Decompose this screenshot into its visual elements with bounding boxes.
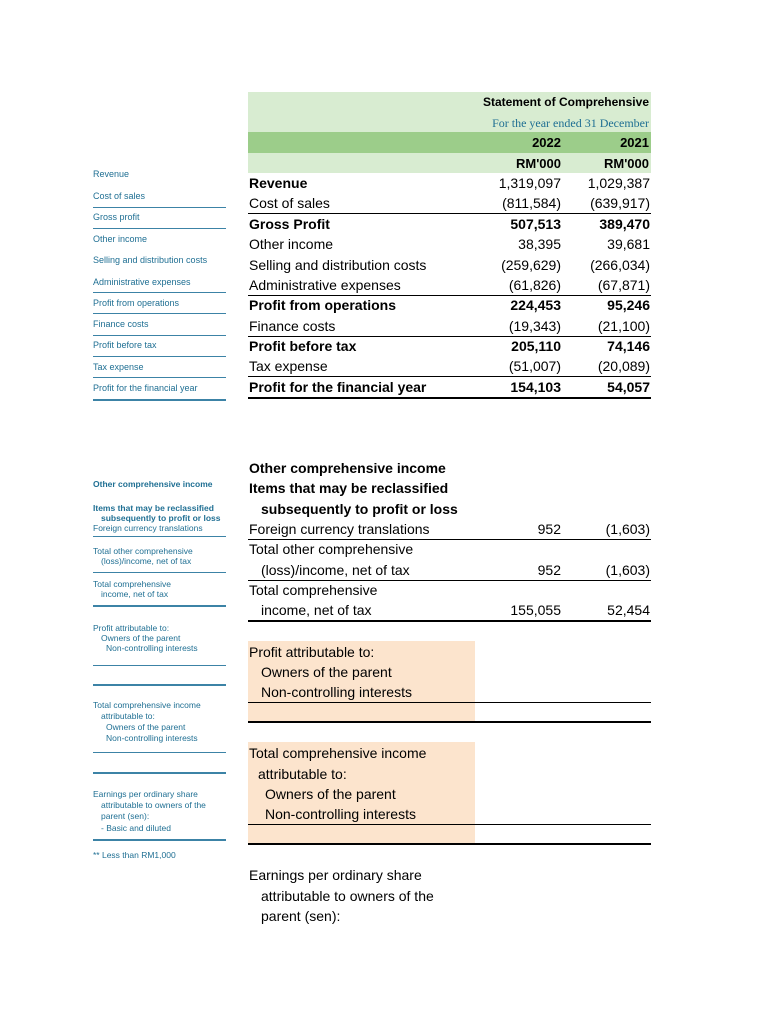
- sidebar-eps-2: attributable to owners of the: [101, 800, 206, 810]
- sidebar-divider: [93, 228, 226, 229]
- table-row: [248, 295, 651, 315]
- table-row: [248, 784, 651, 804]
- value-2021: 54,057: [607, 379, 650, 395]
- sidebar-tci-2: income, net of tax: [101, 589, 169, 599]
- oci-reclass-label-1: Items that may be reclassified: [249, 480, 449, 496]
- sidebar-divider: [93, 684, 226, 686]
- row-divider-double: [248, 843, 651, 845]
- value-2022: (811,584): [502, 195, 561, 211]
- value-2021: (1,603): [605, 521, 650, 537]
- sidebar-reclass-2: subsequently to profit or loss: [101, 513, 221, 523]
- sidebar-tcia-2: attributable to:: [101, 711, 155, 721]
- sidebar-divider: [93, 605, 226, 607]
- row-label: Other income: [249, 236, 334, 252]
- sidebar-oci-heading: Other comprehensive income: [93, 479, 213, 489]
- sidebar-divider: [93, 335, 226, 336]
- value-2022: 507,513: [510, 216, 561, 232]
- row-label: income, net of tax: [261, 602, 372, 618]
- sidebar-divider: [93, 292, 226, 293]
- table-row: [248, 580, 651, 600]
- sidebar-tci-1: Total comprehensive: [93, 579, 171, 589]
- sidebar-pa-2: Owners of the parent: [101, 633, 181, 643]
- value-2021: (67,871): [597, 277, 650, 293]
- oci-reclass-line-1: [248, 478, 651, 498]
- row-label: Total comprehensive income: [249, 745, 427, 761]
- sidebar-item-selling-distribution: Selling and distribution costs: [93, 255, 208, 265]
- value-2022: (61,826): [508, 277, 561, 293]
- row-label: Earnings per ordinary share: [249, 867, 422, 883]
- table-row: [248, 743, 651, 763]
- sidebar-item-revenue: Revenue: [93, 169, 130, 179]
- sidebar-divider: [93, 772, 226, 774]
- sidebar-footnote: ** Less than RM1,000: [93, 850, 176, 860]
- table-row: [248, 906, 651, 926]
- row-label: Profit before tax: [249, 338, 357, 354]
- sidebar-item-cost-of-sales: Cost of sales: [93, 191, 146, 201]
- sidebar-divider: [93, 839, 226, 841]
- row-label: Non-controlling interests: [265, 806, 416, 822]
- sidebar-tcia-1: Total comprehensive income: [93, 700, 201, 710]
- sidebar-fx: Foreign currency translations: [93, 523, 203, 533]
- statement-subtitle: For the year ended 31 December: [492, 116, 649, 130]
- table-row: [248, 519, 651, 539]
- sidebar-pa-1: Profit attributable to:: [93, 623, 170, 633]
- statement-title: Statement of Comprehensive: [482, 95, 649, 109]
- sidebar-item-other-income: Other income: [93, 234, 148, 244]
- table-row: [248, 804, 651, 824]
- statement-subtitle-band: [248, 114, 651, 132]
- year-header-band: [248, 132, 651, 153]
- value-2021: 39,681: [607, 236, 650, 252]
- value-2021: 1,029,387: [587, 175, 650, 191]
- sidebar-toci-1: Total other comprehensive: [93, 546, 193, 556]
- row-label: Owners of the parent: [265, 786, 396, 802]
- oci-reclass-line-2: [248, 499, 651, 519]
- sidebar-toci-2: (loss)/income, net of tax: [101, 556, 192, 566]
- year-2022-header: 2022: [532, 135, 561, 150]
- row-label: Administrative expenses: [249, 277, 401, 293]
- unit-header-band: [248, 153, 651, 173]
- value-2021: (639,917): [590, 195, 650, 211]
- sidebar-divider: [93, 377, 226, 378]
- sidebar-divider: [93, 356, 226, 357]
- value-2022: 952: [537, 562, 561, 578]
- table-row: [248, 539, 651, 559]
- statement-title-band: [248, 92, 651, 114]
- row-label: Foreign currency translations: [249, 521, 430, 537]
- value-2022: 154,103: [510, 379, 561, 395]
- table-row: [248, 642, 651, 662]
- table-row: [248, 336, 651, 356]
- row-label: attributable to owners of the: [261, 888, 434, 904]
- value-2022: (51,007): [508, 358, 561, 374]
- table-row: [248, 764, 651, 784]
- value-2022: 224,453: [510, 297, 561, 313]
- sidebar-item-gross-profit: Gross profit: [93, 212, 140, 222]
- oci-heading: [248, 458, 651, 478]
- row-label: Tax expense: [249, 358, 328, 374]
- row-label: Owners of the parent: [261, 664, 392, 680]
- row-label: parent (sen):: [261, 908, 341, 924]
- sidebar-item-admin-expenses: Administrative expenses: [93, 277, 191, 287]
- sidebar-item-profit-year: Profit for the financial year: [93, 383, 198, 393]
- row-label: Total other comprehensive: [249, 541, 414, 557]
- sidebar-divider: [93, 313, 226, 314]
- table-row: [248, 600, 651, 620]
- row-label: Profit from operations: [249, 297, 397, 313]
- table-row: [248, 560, 651, 580]
- oci-reclass-label-2: subsequently to profit or loss: [261, 501, 458, 517]
- row-label: Cost of sales: [249, 195, 330, 211]
- sidebar-divider: [93, 536, 226, 537]
- value-2021: 389,470: [599, 216, 650, 232]
- sidebar-reclass-1: Items that may be reclassified: [93, 503, 214, 513]
- oci-heading-label: Other comprehensive income: [249, 460, 446, 476]
- row-divider-double: [248, 397, 651, 399]
- profit-attrib-total-highlight: [248, 703, 475, 722]
- value-2022: (259,629): [501, 257, 561, 273]
- sidebar-item-tax-expense: Tax expense: [93, 362, 144, 372]
- row-label: Selling and distribution costs: [249, 257, 427, 273]
- row-label: Total comprehensive: [249, 582, 378, 598]
- row-divider-double: [248, 721, 651, 723]
- row-label: Revenue: [249, 175, 308, 191]
- row-label: Gross Profit: [249, 216, 330, 232]
- sidebar-divider: [93, 572, 226, 573]
- table-row: [248, 255, 651, 275]
- value-2022: 205,110: [511, 338, 561, 354]
- value-2022: 1,319,097: [498, 175, 561, 191]
- table-row: [248, 377, 651, 397]
- table-row: [248, 275, 651, 295]
- row-label: Profit attributable to:: [249, 644, 375, 660]
- sidebar-item-finance-costs: Finance costs: [93, 319, 149, 329]
- sidebar-eps-1: Earnings per ordinary share: [93, 789, 198, 799]
- row-label: attributable to:: [258, 766, 347, 782]
- table-row: [248, 865, 651, 885]
- sidebar-divider: [93, 207, 226, 208]
- table-row: [248, 682, 651, 702]
- table-row: [248, 316, 651, 336]
- unit-2021-header: RM'000: [604, 156, 649, 171]
- row-label: Non-controlling interests: [261, 684, 412, 700]
- table-row: [248, 662, 651, 682]
- sidebar-eps-3: parent (sen):: [101, 811, 150, 821]
- table-row: [248, 886, 651, 906]
- row-label: (loss)/income, net of tax: [261, 562, 410, 578]
- value-2021: (1,603): [605, 562, 650, 578]
- table-row: [248, 356, 651, 376]
- value-2022: 38,395: [518, 236, 561, 252]
- value-2022: 952: [537, 521, 561, 537]
- sidebar-divider: [93, 665, 226, 666]
- table-row: [248, 234, 651, 254]
- row-label: Finance costs: [249, 318, 336, 334]
- value-2021: (20,089): [597, 358, 650, 374]
- tci-attrib-total-highlight: [248, 825, 475, 844]
- sidebar-tcia-3: Owners of the parent: [106, 722, 186, 732]
- value-2021: 95,246: [607, 297, 650, 313]
- sidebar-pa-3: Non-controlling interests: [106, 643, 198, 653]
- value-2022: 155,055: [510, 602, 561, 618]
- sidebar-divider: [93, 399, 226, 401]
- sidebar-divider: [93, 752, 226, 753]
- sidebar-item-profit-operations: Profit from operations: [93, 298, 180, 308]
- value-2022: (19,343): [508, 318, 561, 334]
- value-2021: 52,454: [607, 602, 650, 618]
- value-2021: 74,146: [607, 338, 650, 354]
- sidebar-eps-4: - Basic and diluted: [101, 823, 171, 833]
- value-2021: (21,100): [597, 318, 650, 334]
- year-2021-header: 2021: [620, 135, 649, 150]
- unit-2022-header: RM'000: [516, 156, 561, 171]
- table-row: [248, 193, 651, 213]
- table-row: [248, 214, 651, 234]
- row-label: Profit for the financial year: [249, 379, 427, 395]
- sidebar-tcia-4: Non-controlling interests: [106, 733, 198, 743]
- value-2021: (266,034): [590, 257, 650, 273]
- sidebar-item-profit-before-tax: Profit before tax: [93, 340, 157, 350]
- table-row: [248, 173, 651, 193]
- row-divider-double: [248, 620, 651, 622]
